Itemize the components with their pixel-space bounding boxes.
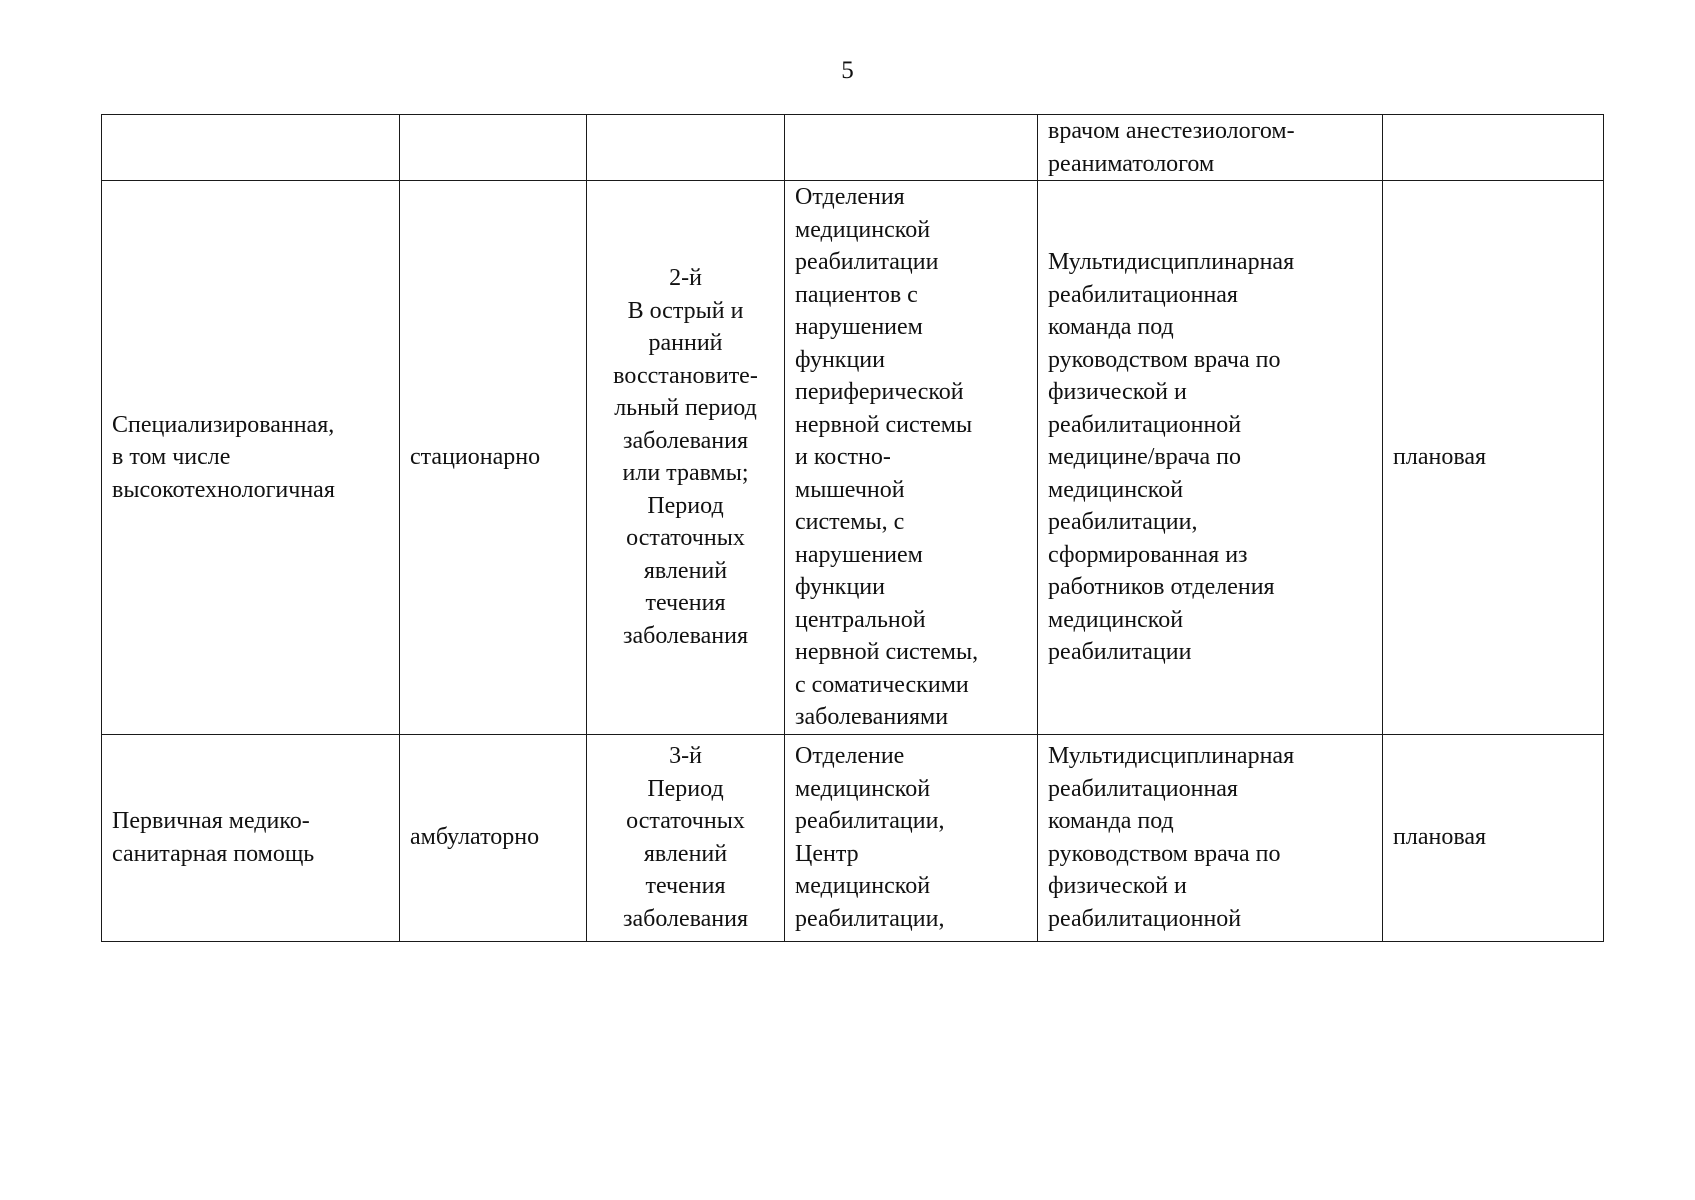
cell-department: Отделения медицинской реабилитации пациентов с нарушением функции периферической нервной системы и костно- мышечной системы, с нарушением функции центральной нервной системы, с соматическими заболеваниями	[785, 181, 1038, 735]
cell-team: Мультидисциплинарная реабилитационная команда под руководством врача по физической и реабилитационной	[1038, 734, 1383, 941]
cell-department: Отделение медицинской реабилитации, Центр медицинской реабилитации,	[785, 734, 1038, 941]
cell-team: врачом анестезиологом- реаниматологом	[1038, 115, 1383, 181]
cell-stage	[587, 115, 785, 181]
cell-conditions: стационарно	[400, 181, 587, 735]
cell-team: Мультидисциплинарная реабилитационная команда под руководством врача по физической и реабилитационной медицине/врача по медицинской реабилитации, сформированная из работников отделения медицинской реабилитации	[1038, 181, 1383, 735]
page-number: 5	[841, 57, 854, 84]
cell-care-type: Специализированная, в том числе высокотехнологичная	[102, 181, 400, 735]
rehabilitation-table	[101, 114, 1604, 942]
cell-conditions: амбулаторно	[400, 734, 587, 941]
cell-care-type	[102, 115, 400, 181]
table-row-continuation	[102, 115, 1604, 181]
cell-department	[785, 115, 1038, 181]
cell-conditions	[400, 115, 587, 181]
table-row-primary	[102, 734, 1604, 941]
table-row-specialized	[102, 181, 1604, 735]
cell-form: плановая	[1383, 734, 1604, 941]
cell-form	[1383, 115, 1604, 181]
cell-stage: 3-й Период остаточных явлений течения заболевания	[587, 734, 785, 941]
cell-care-type: Первичная медико- санитарная помощь	[102, 734, 400, 941]
cell-stage: 2-й В острый и ранний восстановите- льный период заболевания или травмы; Период остаточных явлений течения заболевания	[587, 181, 785, 735]
cell-form: плановая	[1383, 181, 1604, 735]
